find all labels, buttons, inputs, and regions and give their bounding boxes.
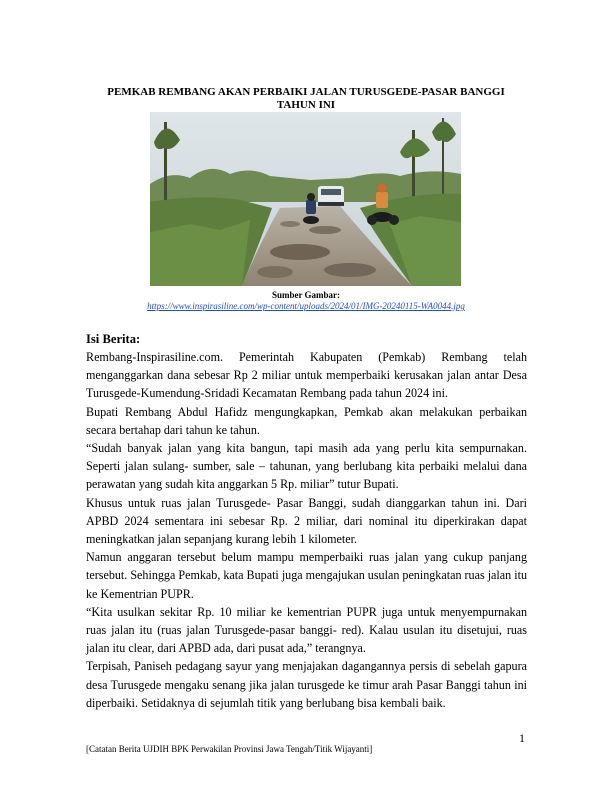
body-paragraph: Terpisah, Paniseh pedagang sayur yang menjajakan dagangannya persis di sebelah gapura desa Turusgede mengaku senang jika jalan turusgede ke timur arah Pasar Banggi tahun ini diperbaiki. Setidaknya di sejumlah titik yang berlubang bisa kembali baik. <box>86 659 527 710</box>
page-number: 1 <box>519 731 525 745</box>
body-paragraph: “Sudah banyak jalan yang kita bangun, tapi masih ada yang perlu kita sempurnakan. Seperti jalan sulang- sumber, sale – tahunan, yang berlubang kita perbaiki melalui dana perawatan yang sudah kita anggarkan 5 Rp. miliar” tutur Bupati. <box>86 441 527 492</box>
body-paragraph: Bupati Rembang Abdul Hafidz mengungkapkan, Pemkab akan melakukan perbaikan secara bertahap dari tahun ke tahun. <box>86 404 527 437</box>
footer-note: [Catatan Berita UJDIH BPK Perwakilan Provinsi Jawa Tengah/Titik Wijayanti] <box>86 744 373 754</box>
article-title <box>72 86 540 112</box>
image-source-link[interactable]: https://www.inspirasiline.com/wp-content/uploads/2024/01/IMG-20240115-WA0044.jpg <box>147 301 465 311</box>
article-title-line-2: TAHUN INI <box>276 99 336 111</box>
section-heading: Isi Berita: <box>86 332 141 346</box>
body-paragraph: Rembang-Inspirasiline.com. Pemerintah Kabupaten (Pemkab) Rembang telah menganggarkan dana sebesar Rp 2 miliar untuk memperbaiki kerusakan jalan antar Desa Turusgede-Kumendung-Sridadi Kecamatan Rembang pada tahun 2024 ini. <box>86 350 527 401</box>
article-photo <box>150 112 461 286</box>
article-body <box>86 348 527 712</box>
body-paragraph: Namun anggaran tersebut belum mampu memperbaiki ruas jalan yang cukup panjang tersebut. Sehingga Pemkab, kata Bupati juga mengajukan usulan peningkatan ruas jalan itu ke Kementrian PUPR. <box>86 550 527 601</box>
image-source-label: Sumber Gambar: <box>271 290 341 300</box>
article-title-line-1: PEMKAB REMBANG AKAN PERBAIKI JALAN TURUSGEDE-PASAR BANGGI <box>107 86 505 98</box>
body-paragraph: “Kita usulkan sekitar Rp. 10 miliar ke kementrian PUPR juga untuk menyempurnakan ruas jalan itu (ruas jalan Turusgede-pasar banggi- red). Kalau usulan itu disetujui, ruas jalan itu clear, dari APBD ada, dari pusat ada,” terangnya. <box>86 604 527 656</box>
body-paragraph: Khusus untuk ruas jalan Turusgede- Pasar Banggi, sudah dianggarkan tahun ini. Dari APBD 2024 sementara ini sebesar Rp. 2 miliar, dari nominal itu diperkirakan dapat meningkatkan jalan sepanjang kurang lebih 1 kilometer. <box>86 495 527 547</box>
